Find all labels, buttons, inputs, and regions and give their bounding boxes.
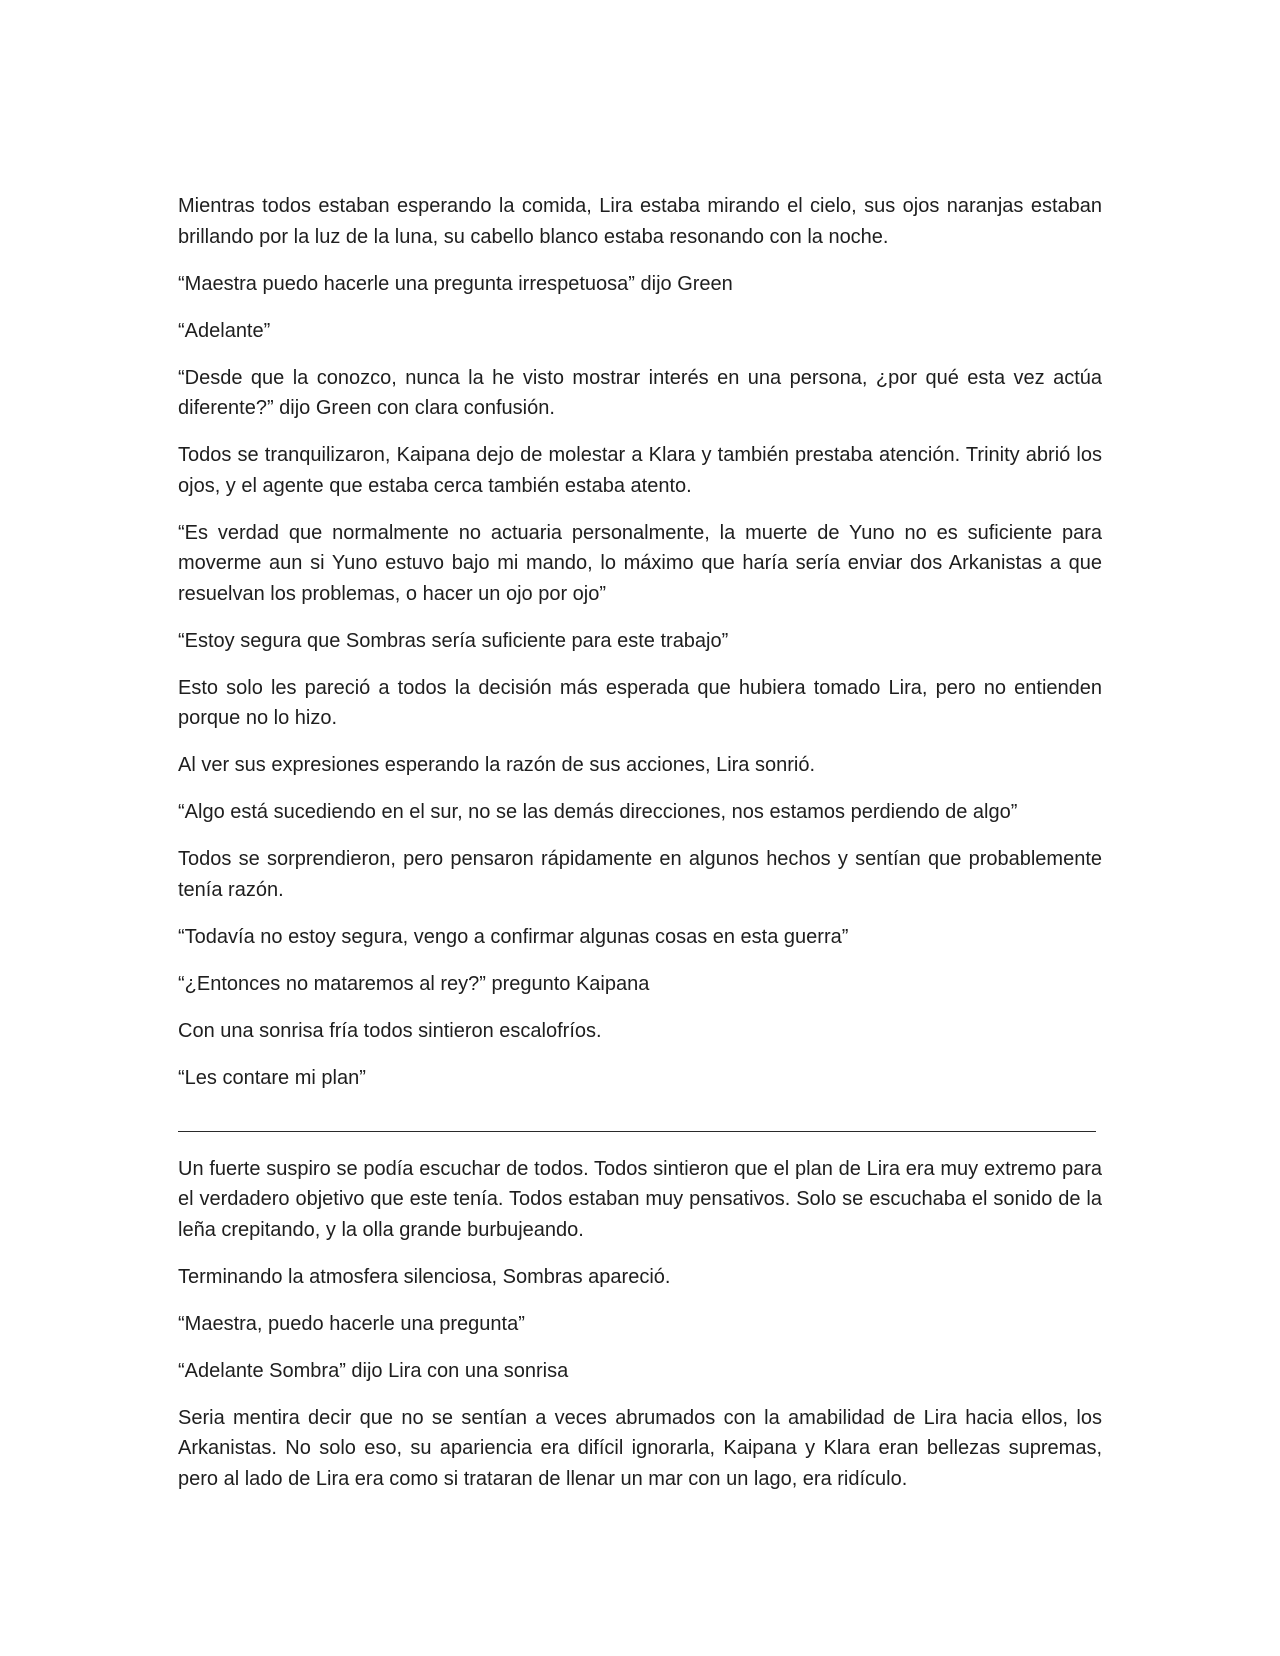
paragraph: Un fuerte suspiro se podía escuchar de todos. Todos sintieron que el plan de Lira era muy extremo para el verdadero objetivo que este tenía. Todos estaban muy pensativos. Solo se escuchaba el sonido de la leña crepitando, y la olla grande burbujeando. <box>178 1157 1102 1241</box>
paragraph: Esto solo les pareció a todos la decisión más esperada que hubiera tomado Lira, pero no entienden porque no lo hizo. <box>178 676 1102 729</box>
paragraph: Seria mentira decir que no se sentían a veces abrumados con la amabilidad de Lira hacia ellos, los Arkanistas. No solo eso, su apariencia era difícil ignorarla, Kaipana y Klara eran bellezas supremas, pero al lado de Lira era como si trataran de llenar un mar con un lago, era ridículo. <box>178 1406 1102 1490</box>
dialogue-line: “Les contare mi plan” <box>178 1066 366 1089</box>
document-body <box>178 191 1102 1511</box>
paragraph: Todos se sorprendieron, pero pensaron rápidamente en algunos hechos y sentían que probablemente tenía razón. <box>178 848 1102 901</box>
dialogue-line: “Algo está sucediendo en el sur, no se las demás direcciones, nos estamos perdiendo de algo” <box>178 801 1018 823</box>
paragraph: Mientras todos estaban esperando la comida, Lira estaba mirando el cielo, sus ojos naranjas estaban brillando por la luz de la luna, su cabello blanco estaba resonando con la noche. <box>178 195 1102 248</box>
dialogue-line: “Adelante” <box>178 319 271 342</box>
dialogue-line: “Todavía no estoy segura, vengo a confirmar algunas cosas en esta guerra” <box>178 925 849 948</box>
dialogue-line: “Desde que la conozco, nunca la he visto mostrar interés en una persona, ¿por qué esta vez actúa diferente?” dijo Green con clara confusión. <box>178 366 1102 419</box>
horizontal-rule <box>178 1131 1096 1132</box>
dialogue-line: “Maestra puedo hacerle una pregunta irrespetuosa” dijo Green <box>178 272 733 295</box>
dialogue-line: “Estoy segura que Sombras sería suficiente para este trabajo” <box>178 629 729 652</box>
paragraph: Terminando la atmosfera silenciosa, Sombras apareció. <box>178 1265 671 1288</box>
scene-break-divider <box>178 1110 1102 1140</box>
dialogue-line: “Es verdad que normalmente no actuaria personalmente, la muerte de Yuno no es suficiente para moverme aun si Yuno estuvo bajo mi mando, lo máximo que haría sería enviar dos Arkanistas a que resuelvan los problemas, o hacer un ojo por ojo” <box>178 521 1102 605</box>
dialogue-line: “Maestra, puedo hacerle una pregunta” <box>178 1312 525 1335</box>
paragraph: Al ver sus expresiones esperando la razón de sus acciones, Lira sonrió. <box>178 754 816 776</box>
paragraph: Con una sonrisa fría todos sintieron escalofríos. <box>178 1019 602 1042</box>
dialogue-line: “¿Entonces no mataremos al rey?” pregunto Kaipana <box>178 972 650 995</box>
dialogue-line: “Adelante Sombra” dijo Lira con una sonrisa <box>178 1359 569 1382</box>
paragraph: Todos se tranquilizaron, Kaipana dejo de molestar a Klara y también prestaba atención. Trinity abrió los ojos, y el agente que estaba cerca también estaba atento. <box>178 444 1102 497</box>
